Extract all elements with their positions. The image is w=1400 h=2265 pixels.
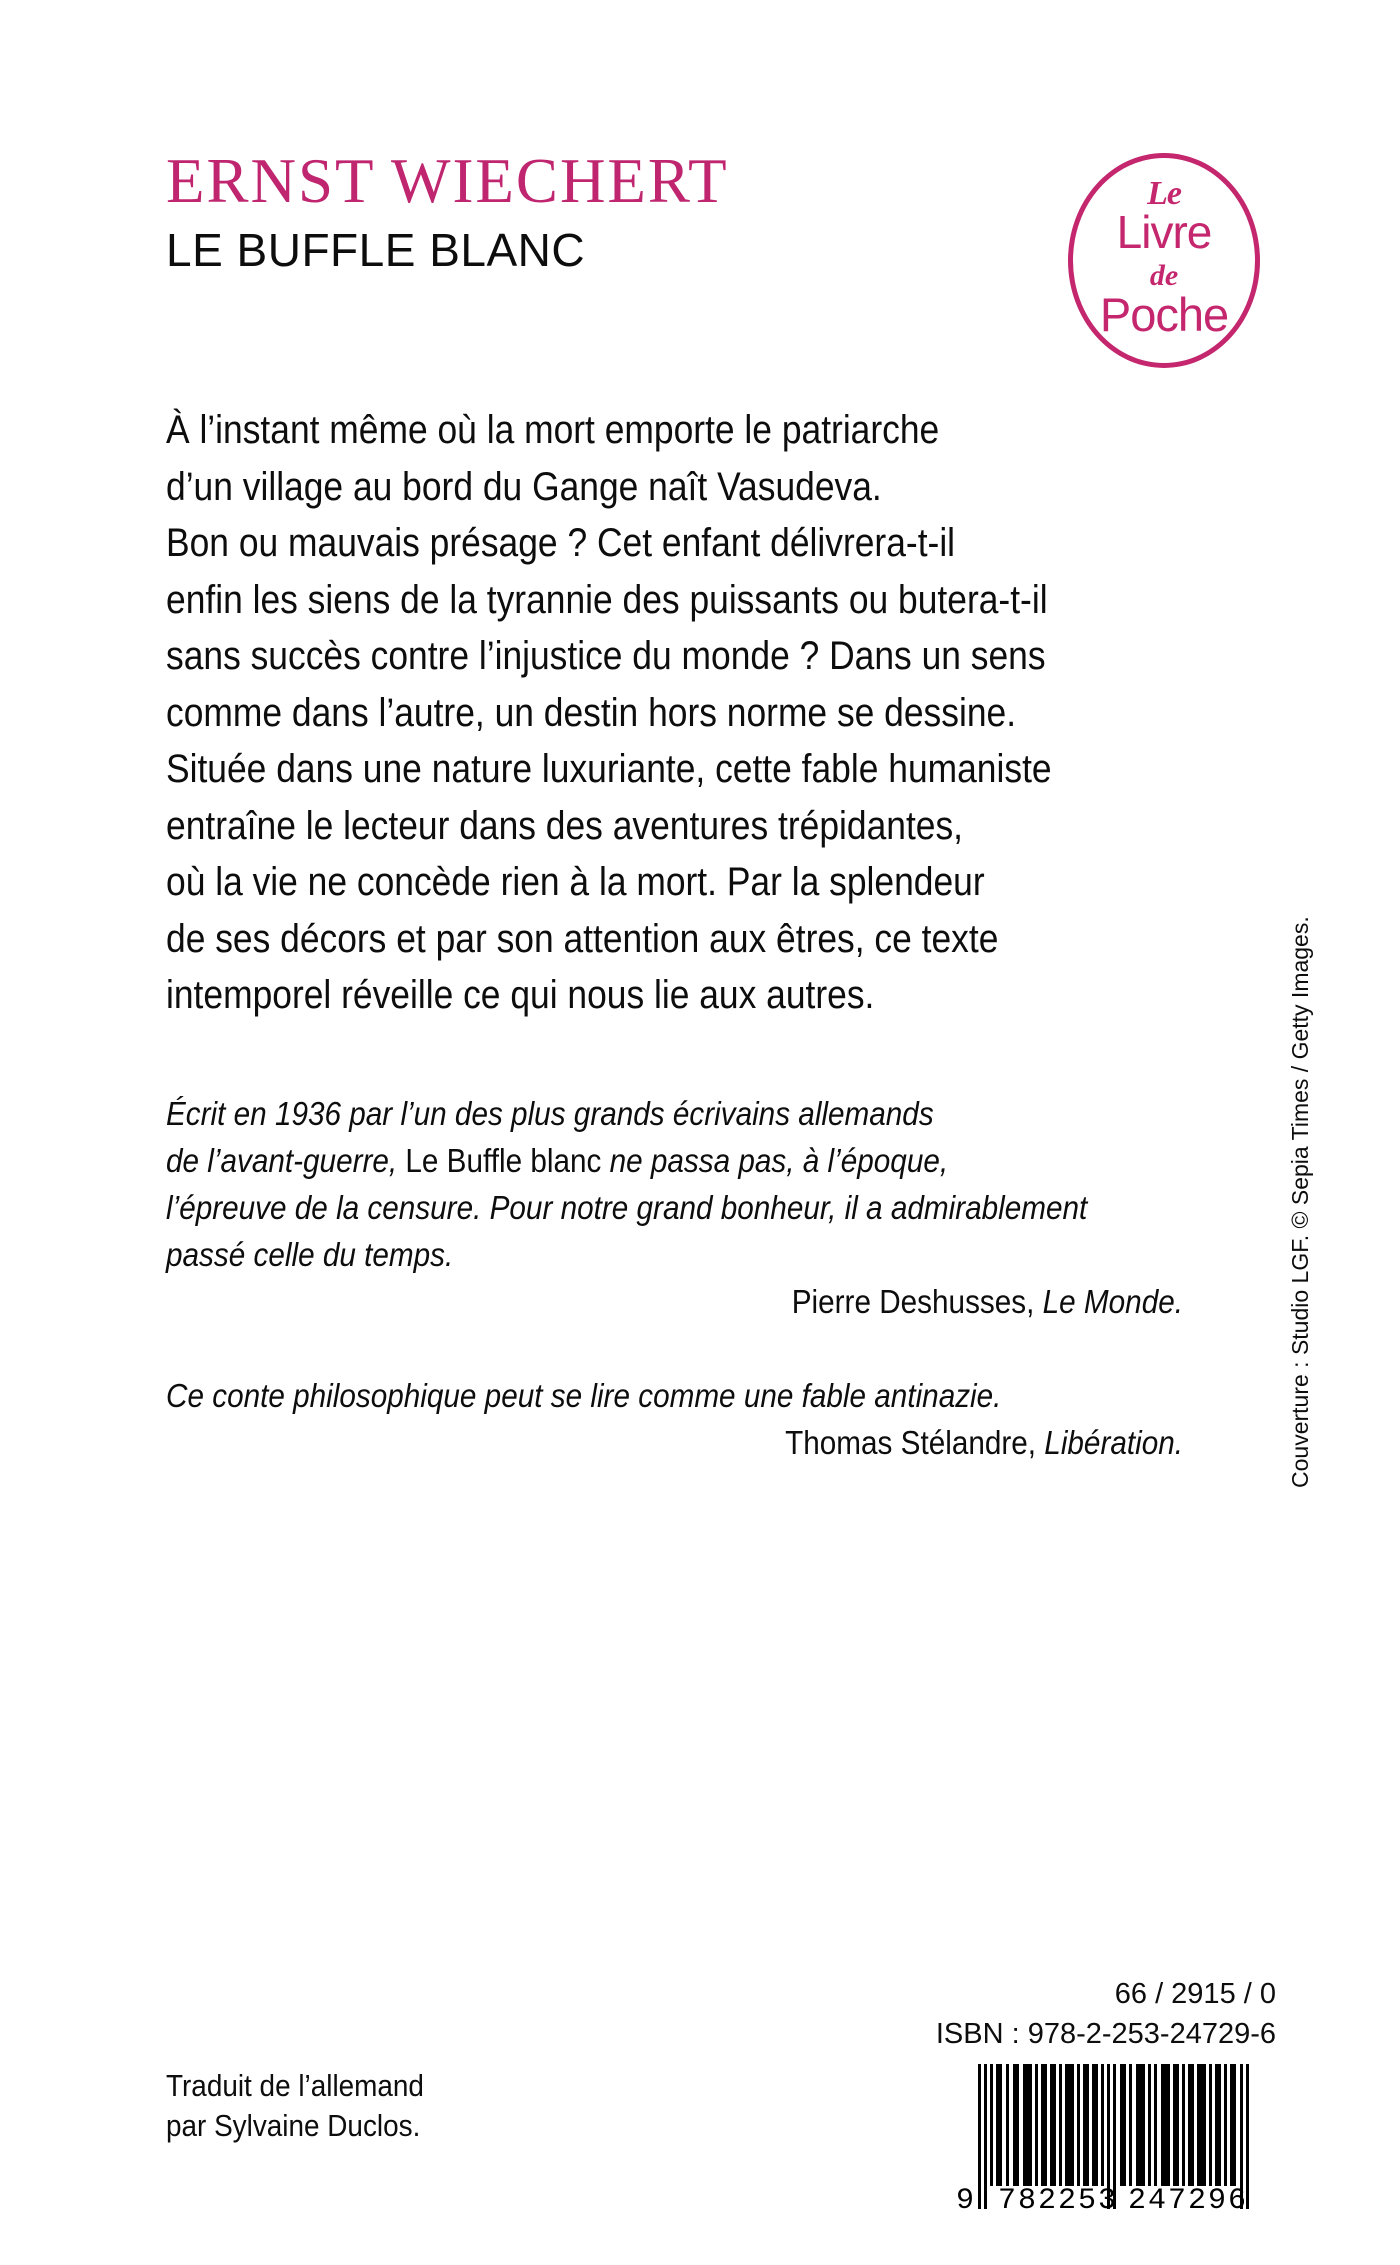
reference-block: [936, 1974, 1276, 2054]
press-quote-line: [166, 1137, 1183, 1184]
blurb-line: intemporel réveille ce qui nous lie aux autres.: [166, 973, 875, 1017]
cover-credit-vertical: [1287, 916, 1313, 1488]
press-quote-attribution: [166, 1278, 1183, 1325]
press-quote-source: Le Monde.: [1042, 1283, 1183, 1320]
logo-text-de: de: [1149, 259, 1179, 292]
press-quote-line: [166, 1372, 1183, 1419]
logo-text-poche: Poche: [1099, 288, 1229, 341]
page-title: LE BUFFLE BLANC: [166, 224, 586, 276]
press-quote: [166, 1090, 1183, 1325]
barcode-graphic: [940, 2062, 1270, 2237]
press-quote-segment: passé celle du temps.: [166, 1236, 454, 1273]
press-quote-line: [166, 1231, 1183, 1278]
isbn-text: ISBN : 978-2-253-24729-6: [935, 2018, 1276, 2050]
blurb-line: de ses décors et par son attention aux êtres, ce texte: [166, 916, 999, 961]
blurb-line: où la vie ne concède rien à la mort. Par la splendeur: [166, 860, 985, 904]
ean13-barcode: [940, 2062, 1270, 2237]
logo-text-livre: Livre: [1116, 206, 1212, 258]
press-quote-booktitle: Le Buffle blanc: [405, 1142, 602, 1179]
press-quote-segment: l’épreuve de la censure. Pour notre grand bonheur, il a admirablement: [166, 1189, 1088, 1226]
cover-credit-text: Couverture : Studio LGF. © Sepia Times / Getty Images.: [1287, 916, 1313, 1488]
press-quote-segment: de l’avant-guerre,: [166, 1142, 406, 1179]
blurb-line: Bon ou mauvais présage ? Cet enfant délivrera-t-il: [166, 521, 956, 565]
blurb-text: [166, 402, 1148, 1024]
header-block: [166, 148, 1046, 276]
blurb-line: d’un village au bord du Gange naît Vasudeva.: [166, 464, 882, 509]
svg-text:9: 9: [956, 2184, 975, 2218]
blurb-line: comme dans l’autre, un destin hors norme se dessine.: [166, 690, 1017, 735]
svg-text:782253: 782253: [998, 2184, 1119, 2218]
svg-text:247296: 247296: [1128, 2184, 1249, 2218]
logo-text-le: Le: [1147, 175, 1181, 212]
press-quote: [166, 1372, 1183, 1466]
press-quote-author: Pierre Deshusses,: [791, 1283, 1043, 1320]
translator-note: [166, 2066, 424, 2146]
press-quotes: [166, 1090, 1183, 1466]
press-quote-segment: Ce conte philosophique peut se lire comme une fable antinazie.: [166, 1377, 1002, 1414]
press-quote-segment: ne passa pas, à l’époque,: [601, 1142, 949, 1179]
translator-line-1: Traduit de l’allemand: [166, 2068, 424, 2103]
press-quote-attribution: [166, 1419, 1183, 1466]
blurb-line: enfin les siens de la tyrannie des puissants ou butera-t-il: [166, 577, 1048, 622]
press-quote-source: Libération.: [1044, 1424, 1183, 1461]
blurb-line: entraîne le lecteur dans des aventures trépidantes,: [166, 803, 964, 848]
blurb-line: sans succès contre l’injustice du monde ? Dans un sens: [166, 634, 1046, 678]
press-quote-line: [166, 1184, 1183, 1231]
press-quote-segment: Écrit en 1936 par l’un des plus grands écrivains allemands: [166, 1095, 934, 1132]
press-quote-author: Thomas Stélandre,: [785, 1424, 1045, 1461]
translator-line-2: par Sylvaine Duclos.: [166, 2108, 421, 2143]
author-name: ERNST WIECHERT: [166, 146, 729, 216]
publisher-logo: [1068, 153, 1260, 368]
blurb-line: Située dans une nature luxuriante, cette fable humaniste: [166, 747, 1052, 791]
blurb-line: À l’instant même où la mort emporte le patriarche: [166, 408, 940, 452]
press-quote-line: [166, 1090, 1183, 1137]
reference-code: 66 / 2915 / 0: [1114, 1978, 1276, 2010]
press-quote-gap: [166, 1325, 1183, 1372]
